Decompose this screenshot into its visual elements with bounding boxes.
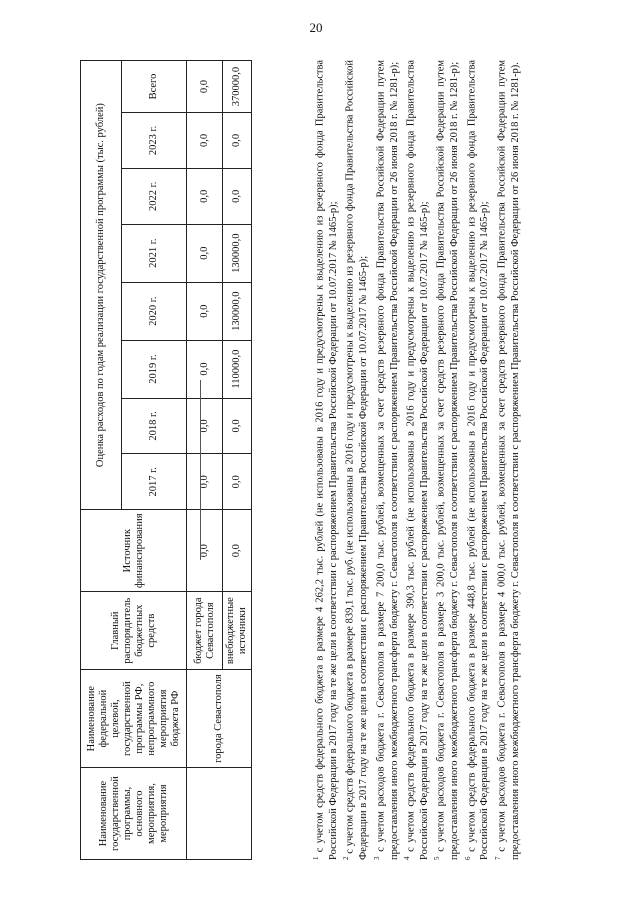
estimate-header: Оценка расходов по годам реализации государственной программы (тыс. рублей)	[81, 61, 122, 510]
expenditure-table	[80, 60, 252, 860]
table-cell: 0,0	[187, 510, 223, 592]
footnote: $^4$ с учетом средств федерального бюджета в размере 390,3 тыс. рублей (не использованы в 2016 году и предусмотрены к выделению из резервного фонда Правительства Российской Федерации в 2017 году на те же цели в соответствии с распоряжением Правительства Российской Федерации от 10.07.2017 № 1465-р);	[402, 60, 430, 860]
footnote: $^7$ с учетом расходов бюджета г. Севастополя в размере 4 000,0 тыс. рублей, возмещенных за счет средств резервного фонда Правительства Российской Федерации путем предоставления иного межбюджетного трансферта бюджету г. Севастополя в соответствии с распоряжением Правительства Российской Федерации от 26 июня 2018 г. № 1281-р).	[493, 59, 521, 860]
footnote-separator	[200, 380, 201, 560]
table-cell: 0,0	[187, 398, 223, 454]
table-cell: 0,0	[223, 398, 252, 454]
table-cell: 130000,0	[223, 282, 252, 340]
col-source-header: Источник финансирования	[81, 510, 187, 592]
year-header: 2021 г.	[122, 224, 187, 282]
page-number: 20	[309, 20, 323, 35]
footnote: $^1$ с учетом средств федерального бюджета в размере 4 262,2 тыс. рублей (не использованы в 2016 году и предусмотрены к выделению из резервного фонда Правительства Российской Федерации в 2017 году на те же цели в соответствии с распоряжением Правительства Российской Федерации от 10.07.2017 № 1465-р);	[312, 60, 339, 860]
table-cell: 0,0	[223, 454, 252, 510]
table-cell: 0,0	[187, 168, 223, 224]
table-cell: 0,0	[187, 224, 223, 282]
table-cell: 110000,0	[223, 340, 252, 398]
footnote: $^3$ с учетом расходов бюджета г. Севастополя в размере 7 200,0 тыс. рублей, возмещенных за счет средств резервного фонда Правительства Российской Федерации путем предоставления иного межбюджетного трансферта бюджету г. Севастополя в соответствии с распоряжением Правительства Российской Федерации от 26 июня 2018 г. № 1281-р);	[372, 59, 400, 860]
table-cell: 0,0	[223, 113, 252, 169]
year-header: 2017 г.	[122, 454, 187, 510]
table-cell: 130000,0	[223, 224, 252, 282]
year-header: 2023 г.	[122, 113, 187, 169]
source-cell: внебюджетные источники	[223, 592, 252, 670]
year-header: 2022 г.	[122, 168, 187, 224]
footnote: $^6$ с учетом средств федерального бюджета в размере 448,8 тыс. рублей (не использованы в 2016 году и предусмотрены к выделению из резервного фонда Правительства Российской Федерации в 2017 году на те же цели в соответствии с распоряжением Правительства Российской Федерации от 10.07.2017 № 1465-р);	[463, 60, 491, 860]
col-program-header: Наименование государственной программы, основного мероприятия, мероприятия	[81, 768, 187, 860]
program-name-cell: города Севастополя	[187, 670, 252, 768]
table-cell: 0,0	[223, 168, 252, 224]
footnotes	[310, 60, 522, 860]
table-cell: 0,0	[187, 454, 223, 510]
total-header: Всего	[122, 61, 187, 113]
year-header: 2018 г.	[122, 398, 187, 454]
rotated-document-body	[80, 60, 570, 860]
table-cell: 0,0	[187, 282, 223, 340]
source-cell: бюджет города Севастополя	[187, 592, 223, 670]
year-header: 2019 г.	[122, 340, 187, 398]
year-header: 2020 г.	[122, 282, 187, 340]
footnote: $^2$ с учетом средств федерального бюджета в размере 839,1 тыс. руб. (не использованы в 2016 году и предусмотрены к выделению из резервного фонда Правительства Российской Федерации в 2017 году на те же цели в соответствии с распоряжением Правительства Российской Федерации от 10.07.2017 № 1465-р);	[342, 59, 370, 860]
program-cell	[187, 768, 252, 860]
col-federal-program-header: Наименование федеральной целевой, государственной программы РФ, непрограммного мероприятия бюджета РФ	[81, 670, 187, 768]
table-cell: 0,0	[223, 510, 252, 592]
table-cell: 0,0	[187, 113, 223, 169]
table-cell: 0,0	[187, 61, 223, 113]
table-cell: 0,0	[187, 340, 223, 398]
footnote: $^5$ с учетом расходов бюджета г. Севастополя в размере 3 200,0 тыс. рублей, возмещенных за счет средств резервного фонда Правительства Российской Федерации путем предоставления иного межбюджетного трансферта бюджету г. Севастополя в соответствии с распоряжением Правительства Российской Федерации от 26 июня 2018 г. № 1281-р);	[433, 59, 461, 860]
table-cell: 370000,0	[223, 61, 252, 113]
col-manager-header: Главный распорядитель бюджетных средств	[81, 592, 187, 670]
